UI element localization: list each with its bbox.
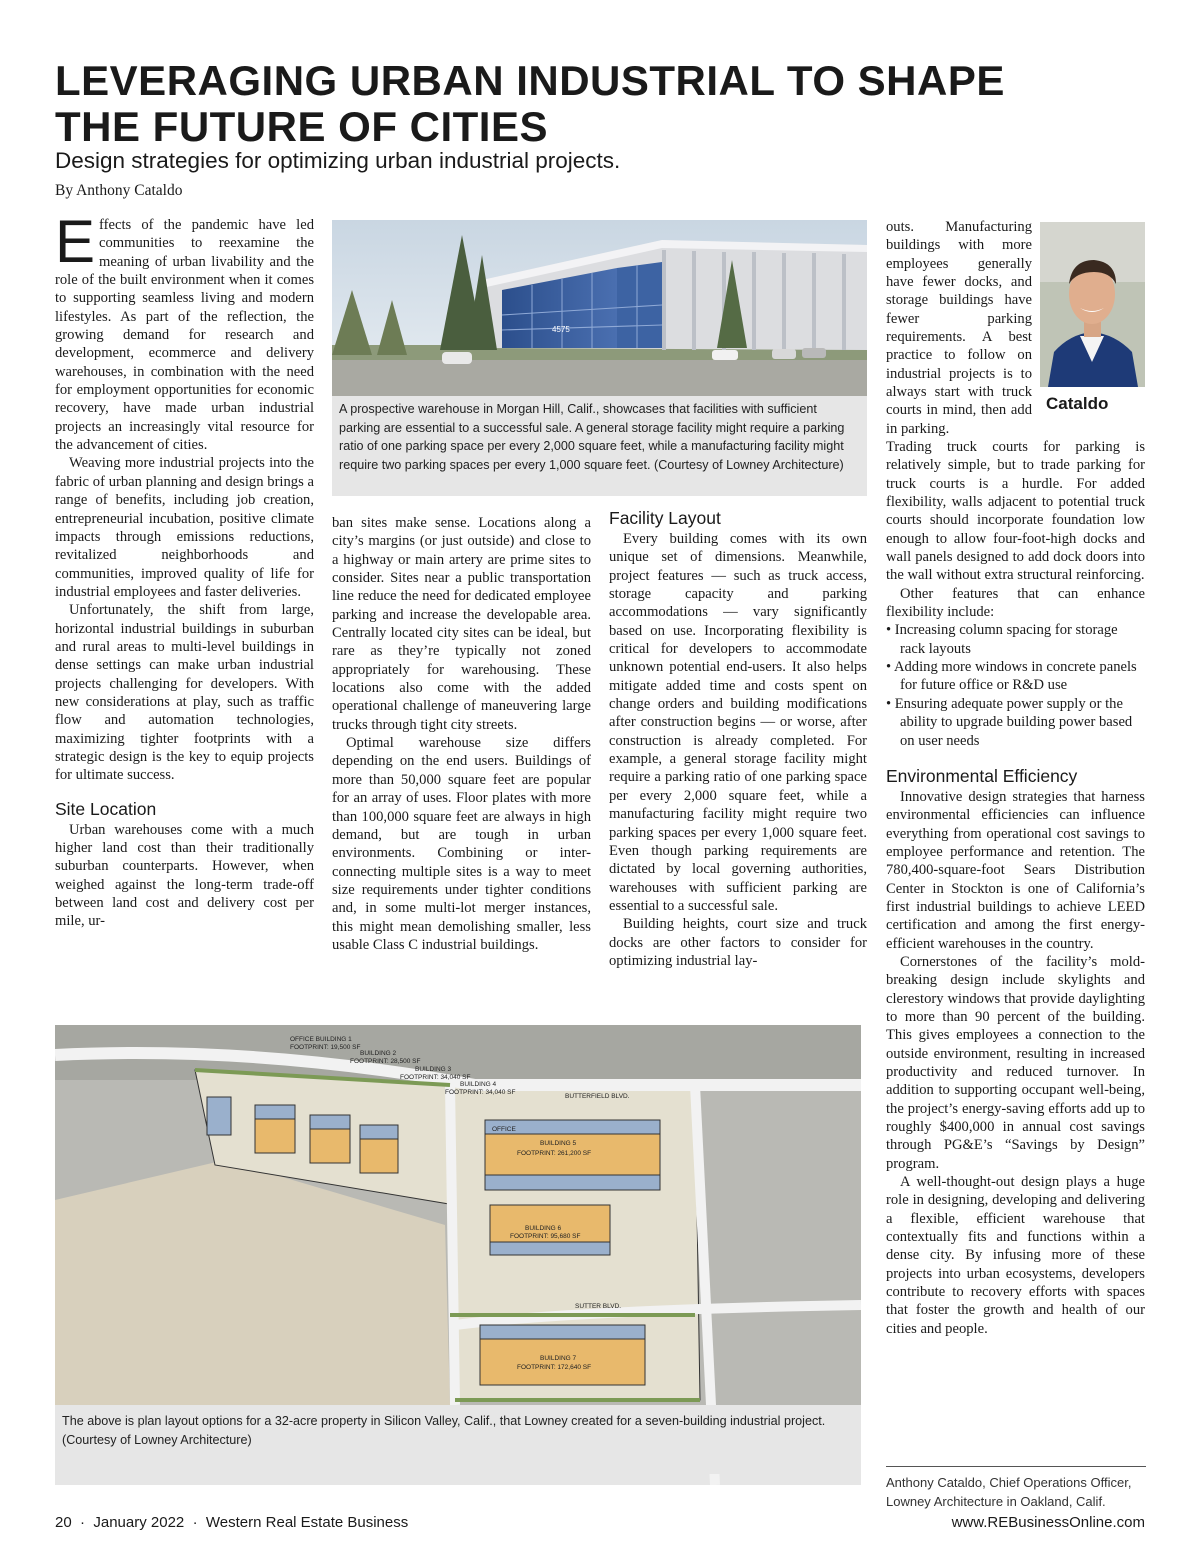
label-building-3-footprint: FOOTPRINT: 34,040 SF bbox=[400, 1074, 471, 1081]
list-item: • Ensuring adequate power supply or the ability to upgrade building power based on user needs bbox=[886, 695, 1133, 749]
paragraph: Optimal warehouse size differs depending on the end users. Buildings of more than 50,000 square feet are popular for an array of uses. Floor plates with more than 100,000 square feet are always in high demand, but are tough in urban environments. Combining or inter-connecting multiple sites is a way to meet size requirements under tighter conditions and, in some multi-lot merger instances, this might mean demolishing smaller, less usable Class C industrial buildings. bbox=[332, 735, 591, 953]
list-item-text: Adding more windows in concrete panels for future office or R&D use bbox=[893, 659, 1137, 694]
author-note bbox=[886, 1466, 1146, 1511]
photo-caption-text: A prospective warehouse in Morgan Hill, Calif., showcases that facilities with sufficient parking are essential to a successful sale. A general storage facility might require a parking ratio of one parking space per every 2,000 square feet, while a manufacturing facility might require two parking spaces per every 1,000 square feet. (Courtesy of Lowney Architecture) bbox=[339, 402, 845, 472]
siteplan-caption bbox=[55, 1405, 855, 1474]
paragraph: Unfortunately, the shift from large, horizontal industrial buildings in suburban and rural areas to multi-level buildings in dense settings can make urban industrial projects challenging for developers. With new considerations at play, such as traffic flow and automation technologies, maximizing tighter footprints with a strategic design is the key to equip projects for ultimate success. bbox=[55, 602, 314, 784]
article-byline: By Anthony Cataldo bbox=[55, 182, 183, 199]
site-plan bbox=[55, 1025, 861, 1485]
paragraph: Weaving more industrial projects into the fabric of urban planning and design brings a range of benefits, including job creation, entrepreneurial incubation, positive climate impacts through emissions reductions, revitalized neighborhoods and communities, improved quality of life for industrial employees and faster deliveries. bbox=[55, 455, 314, 600]
article-subtitle: Design strategies for optimizing urban industrial projects. bbox=[55, 148, 621, 173]
column-4 bbox=[886, 438, 1145, 1338]
label-building-4: BUILDING 4 bbox=[460, 1081, 497, 1088]
label-building-1: OFFICE BUILDING 1 bbox=[290, 1036, 352, 1043]
paragraph-text: ffects of the pandemic have led communities to reexamine the meaning of urban livability and the role of the built environment when it comes to supporting seamless living and modern lifestyles. As part of the reflection, the growing demand for research and development, ecommerce and delivery warehouses, in combination with the need for employment opportunities for economic recovery, have made urban industrial projects an increasingly vital resource for the advancement of cities. bbox=[55, 217, 314, 454]
paragraph: Building heights, court size and truck docks are other factors to consider for optimizing industrial lay- bbox=[609, 916, 867, 969]
avatar bbox=[1040, 222, 1145, 387]
list-item-text: Increasing column spacing for storage rack layouts bbox=[894, 622, 1118, 657]
column-4-top bbox=[886, 218, 1032, 438]
paragraph: Other features that can enhance flexibility include: bbox=[886, 585, 1145, 621]
label-building-6: BUILDING 6 bbox=[525, 1225, 562, 1232]
label-butterfield-blvd: BUTTERFIELD BLVD. bbox=[565, 1093, 630, 1100]
paragraph: Trading truck courts for parking is relatively simple, but to trade parking for truck courts is a hurdle. For added flexibility, walls adjacent to potential truck courts should incorporate foundation low enough to allow four-foot-high docks and wall panels designed to add dock doors into the wall without extra structural reinforcing. bbox=[886, 439, 1145, 584]
author-note-line-2: Lowney Architecture in Oakland, Calif. bbox=[886, 1494, 1106, 1509]
label-building-3: BUILDING 3 bbox=[415, 1066, 452, 1073]
building-number: 4575 bbox=[552, 325, 570, 334]
paragraph bbox=[55, 208, 314, 454]
siteplan-caption-text: The above is plan layout options for a 32-acre property in Silicon Valley, Calif., that Lowney created for a seven-building industrial project. (Courtesy of Lowney Architecture) bbox=[62, 1414, 826, 1447]
label-building-2-footprint: FOOTPRINT: 28,500 SF bbox=[350, 1058, 421, 1065]
section-heading-site-location: Site Location bbox=[55, 798, 157, 819]
paragraph: ban sites make sense. Locations along a city’s margins (or just outside) and close to a highway or main artery are prime sites to consider. Sites near a public transportation line reduce the need for dedicated employee parking and increase the developable area. Centrally located city sites can be ideal, but rare as they’re typically not zoned appropriately for warehousing. These locations also come with the added operational challenge of maneuvering large trucks through tight city streets. bbox=[332, 515, 591, 733]
footer-issue-info: 20 · January 2022 · Western Real Estate Business bbox=[55, 1514, 409, 1531]
flexibility-list bbox=[886, 621, 1145, 749]
label-building-2: BUILDING 2 bbox=[360, 1050, 397, 1057]
paragraph: Cornerstones of the facility’s mold-breaking design include skylights and clerestory windows that provide daylighting to more than 90 percent of the building. This gives employees a connection to the outside environment, resulting in increased productivity and reduced turnover. In addition to supporting occupant well-being, the project’s energy-saving efforts add up to roughly $400,000 in annual cost savings through PG&E’s “Savings by Design” program. bbox=[886, 953, 1145, 1172]
paragraph: Urban warehouses come with a much higher land cost than their traditionally suburban counterparts. However, when weighed against the long-term trade-off between land cost and delivery cost per mile, ur- bbox=[55, 821, 314, 930]
list-item: • Increasing column spacing for storage rack layouts bbox=[886, 622, 1118, 657]
paragraph: A well-thought-out design plays a huge role in designing, developing and delivering a flexible, efficient warehouse that contextually fits and functions within a dense city. By infusing more of these projects into urban ecosystems, developers contribute to recovery efforts with spaces that foster the growth and health of our cities and people. bbox=[886, 1174, 1145, 1337]
label-building-6-footprint: FOOTPRINT: 95,680 SF bbox=[510, 1233, 581, 1240]
column-2 bbox=[332, 514, 591, 954]
paragraph: Every building comes with its own unique set of dimensions. Meanwhile, project features — such as truck access, storage capacity and parking accommodations — vary significantly based on use. Incorporating flexibility is critical for developers to accommodate unknown potential end-users. It also helps mitigate added time and costs spent on change orders and building modifications after construction begins — or worse, after construction is already completed. For example, a general storage facility might require a parking ratio of one parking space per every 2,000 square feet, while a manufacturing facility might require two parking spaces per every 1,000 square feet. Even though parking requirements are dictated by local governing authorities, warehouses with sufficient parking are essential to a successful sale. bbox=[609, 531, 867, 914]
author-headshot bbox=[1040, 222, 1145, 412]
label-building-5-footprint: FOOTPRINT: 261,200 SF bbox=[517, 1150, 592, 1157]
column-3 bbox=[609, 496, 867, 970]
list-item: • Adding more windows in concrete panels for future office or R&D use bbox=[886, 659, 1137, 694]
warehouse-photo bbox=[332, 220, 867, 396]
photo-caption bbox=[332, 396, 867, 496]
label-office: OFFICE bbox=[492, 1126, 516, 1133]
section-heading-environmental-efficiency: Environmental Efficiency bbox=[886, 765, 1078, 786]
author-note-line-1: Anthony Cataldo, Chief Operations Officer, bbox=[886, 1475, 1132, 1490]
paragraph: outs. Manufacturing buildings with more employees generally have fewer docks, and storage buildings have fewer parking requirements. A best practice to follow on industrial projects is to always start with truck courts in mind, then add in parking. bbox=[886, 219, 1032, 437]
label-building-5: BUILDING 5 bbox=[540, 1140, 577, 1147]
column-1 bbox=[55, 208, 314, 931]
label-building-1-footprint: FOOTPRINT: 19,500 SF bbox=[290, 1044, 361, 1051]
headshot-label: Cataldo bbox=[1046, 394, 1109, 413]
warehouse-illustration bbox=[332, 220, 867, 396]
label-building-7-footprint: FOOTPRINT: 172,640 SF bbox=[517, 1364, 592, 1371]
footer-website: www.REBusinessOnline.com bbox=[951, 1514, 1145, 1531]
list-item-text: Ensuring adequate power supply or the ability to upgrade building power based on user needs bbox=[894, 695, 1133, 749]
article-title: LEVERAGING URBAN INDUSTRIAL TO SHAPE THE FUTURE OF CITIES bbox=[55, 57, 1005, 150]
section-heading-facility-layout: Facility Layout bbox=[609, 508, 721, 528]
label-sutter-blvd: SUTTER BLVD. bbox=[575, 1303, 622, 1310]
paragraph: Innovative design strategies that harness environmental efficiencies can influence everything from operational cost savings to employee performance and retention. The 780,400-square-foot Sears Distribution Center in Stockton is one of California’s first industrial buildings to achieve LEED certification and among the first energy-efficient warehouses in the country. bbox=[886, 788, 1145, 952]
drop-cap: E bbox=[55, 208, 96, 275]
label-building-7: BUILDING 7 bbox=[540, 1355, 577, 1362]
label-building-4-footprint: FOOTPRINT: 34,040 SF bbox=[445, 1089, 516, 1096]
